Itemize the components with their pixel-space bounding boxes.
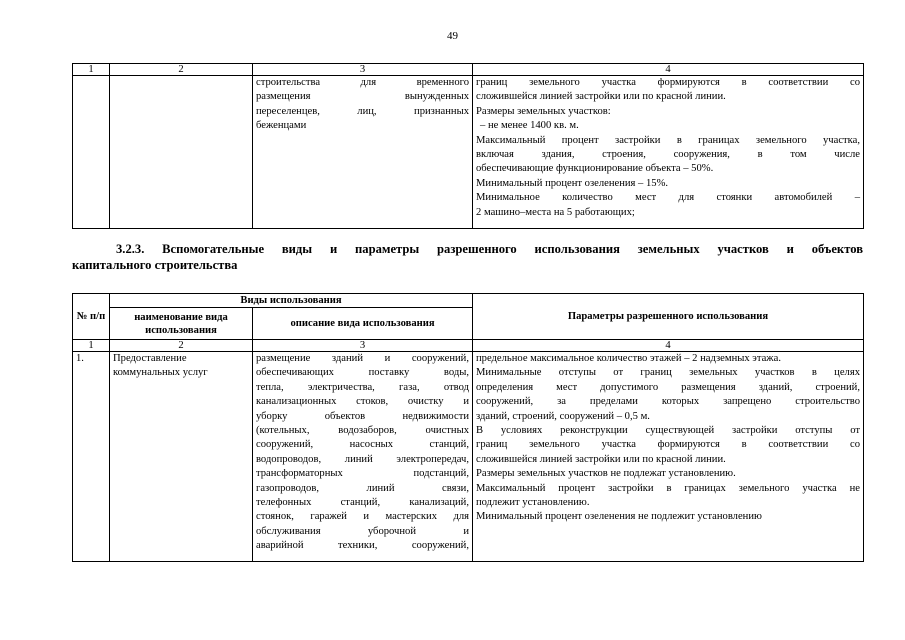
text-line: обеспечивающие функционирование объекта – 50%. — [476, 163, 714, 175]
section-heading-line-1: 3.2.3. Вспомогательные виды и параметры разрешенного использования земельных участков и объектов — [116, 242, 863, 256]
text-line: обеспечивающих поставку воды, — [256, 367, 469, 379]
header-desc: описание вида использования — [253, 308, 473, 340]
header-params: Параметры разрешенного использования — [473, 294, 864, 340]
text-line: Минимальный процент озеленения не подлежит установлению — [476, 511, 762, 523]
section-heading — [72, 241, 863, 273]
row-description — [253, 352, 473, 562]
row-parameters — [473, 352, 864, 562]
text-line: В условиях реконструкции существующей застройки отступы от — [476, 425, 860, 437]
text-line: водопроводов, линий электропередач, — [256, 453, 469, 465]
column-number-2: 2 — [110, 64, 253, 76]
cell-parameters — [473, 76, 864, 229]
text-line: строительства для временного — [256, 77, 469, 88]
column-number-2: 2 — [110, 340, 253, 352]
text-line: Минимальное количество мест для стоянки автомобилей – — [476, 192, 860, 204]
auxiliary-uses-table — [72, 293, 864, 562]
text-line: сооружений, насосных станций, — [256, 439, 469, 451]
text-line: – не менее 1400 кв. м. — [480, 120, 579, 132]
text-line: предельное максимальное количество этажей – 2 надземных этажа. — [476, 353, 781, 364]
text-line: размещение зданий и сооружений, — [256, 353, 469, 364]
cell-description — [253, 76, 473, 229]
header-name: наименование вида использования — [110, 308, 253, 340]
text-line: обслуживания уборочной и — [256, 525, 469, 537]
column-number-4: 4 — [473, 340, 864, 352]
cell-name — [110, 76, 253, 229]
text-line: Размеры земельных участков: — [476, 105, 611, 117]
text-line: 2 машино–места на 5 работающих; — [476, 206, 635, 218]
text-line: переселенцев, лиц, признанных — [256, 105, 469, 117]
text-line: стоянок, гаражей и мастерских для — [256, 511, 469, 523]
text-line: границ земельного участка формируются в соответствии со — [476, 439, 860, 451]
text-line: тепла, электричества, газа, отвод — [256, 381, 469, 393]
text-line: Максимальный процент застройки в границах земельного участка, — [476, 134, 860, 146]
text-line: уборку объектов недвижимости — [256, 410, 469, 422]
column-number-1: 1 — [73, 64, 110, 76]
text-line: подлежит установлению. — [476, 497, 590, 509]
row-name: Предоставление коммунальных услуг — [110, 352, 253, 562]
column-number-3: 3 — [253, 340, 473, 352]
text-line: газопроводов, линий связи, — [256, 482, 469, 494]
text-line: размещения вынужденных — [256, 91, 469, 103]
page-number: 49 — [447, 30, 458, 42]
column-number-3: 3 — [253, 64, 473, 76]
text-line: беженцами — [256, 120, 307, 132]
text-line: Минимальные отступы от границ земельных участков в целях — [476, 367, 860, 379]
column-number-4: 4 — [473, 64, 864, 76]
text-line: (котельных, водозаборов, очистных — [256, 425, 469, 437]
text-line: Минимальный процент озеленения – 15%. — [476, 177, 669, 189]
text-line: определения мест допустимого размещения зданий, строений, — [476, 381, 860, 393]
text-line: Максимальный процент застройки в границах земельного участка не — [476, 482, 860, 494]
section-heading-line-2: капитального строительства — [72, 258, 238, 272]
text-line: канализационных стоков, очистку и — [256, 396, 469, 408]
row-num: 1. — [73, 352, 110, 562]
text-line: Размеры земельных участков не подлежат установлению. — [476, 468, 736, 480]
header-num: № п/п — [73, 294, 110, 340]
text-line: зданий, строений, сооружений – 0,5 м. — [476, 410, 650, 422]
text-line: аварийной техники, сооружений, — [256, 540, 469, 552]
cell-num — [73, 76, 110, 229]
text-line: сложившейся линией застройки или по красной линии. — [476, 91, 726, 103]
text-line: телефонных станций, канализаций, — [256, 497, 469, 509]
text-line: трансформаторных подстанций, — [256, 468, 469, 480]
text-line: включая здания, строения, сооружения, в том числе — [476, 149, 860, 161]
header-kinds: Виды использования — [110, 294, 473, 308]
column-number-1: 1 — [73, 340, 110, 352]
continuation-table — [72, 63, 864, 229]
text-line: сложившейся линией застройки или по красной линии. — [476, 453, 726, 465]
text-line: сооружений, за пределами которых запрещено строительство — [476, 396, 860, 408]
text-line: границ земельного участка формируются в соответствии со — [476, 77, 860, 88]
